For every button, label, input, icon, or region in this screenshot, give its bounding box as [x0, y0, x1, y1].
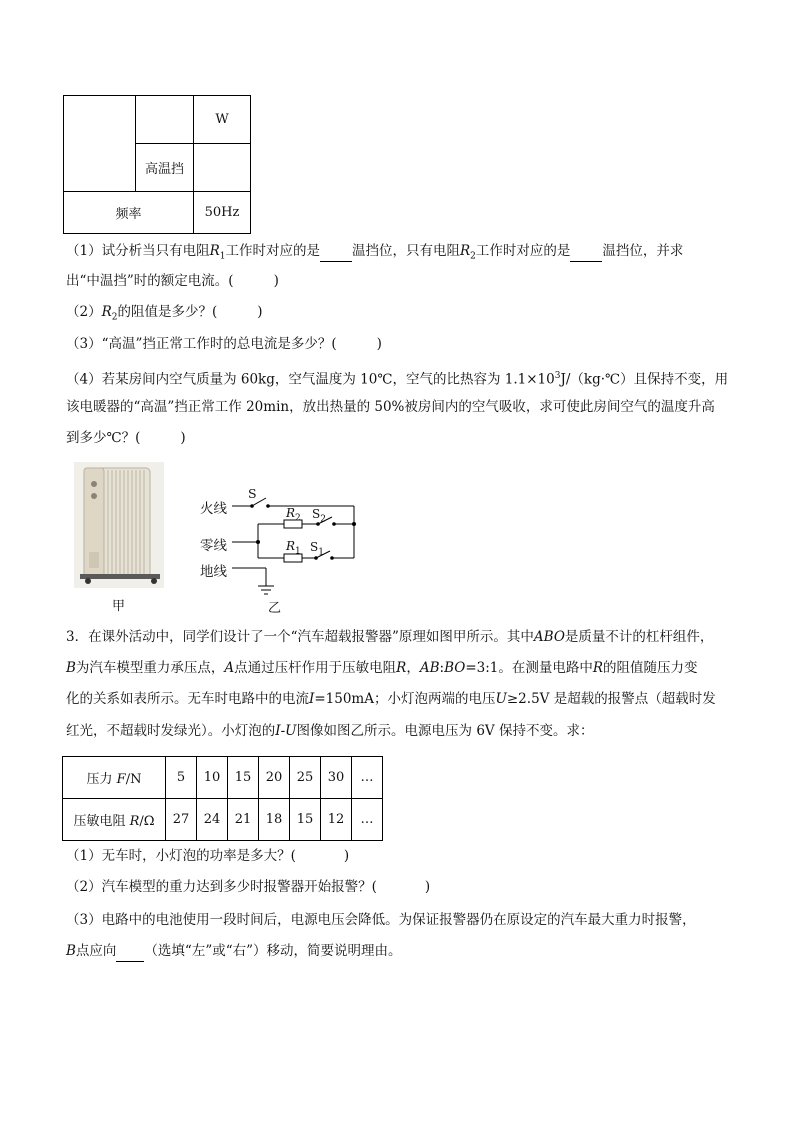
spec-cell-empty — [64, 96, 136, 192]
question-3: （3）“高温”挡正常工作时的总电流是多少？( ) — [66, 336, 382, 352]
force-cell: 10 — [197, 757, 228, 799]
spec-cell-freq-label: 频率 — [64, 192, 194, 234]
spec-cell-high-temp: 高温挡 — [136, 144, 194, 192]
problem3-question-3-line1: （3）电路中的电池使用一段时间后，电源电压会降低。为保证报警器仍在原设定的汽车最大重力时报警， — [66, 912, 696, 928]
force-cell: 25 — [290, 757, 321, 799]
row-label-resistance: 压敏电阻 R/Ω — [63, 799, 166, 841]
label-neutral: 零线 — [200, 538, 227, 554]
force-cell: … — [352, 757, 383, 799]
resistance-cell: 18 — [259, 799, 290, 841]
resistance-cell: 15 — [290, 799, 321, 841]
oil-heater-image — [74, 462, 164, 588]
spec-table — [63, 95, 251, 234]
question-1-cont: 出“中温挡”时的额定电流。( ) — [66, 273, 279, 289]
resistance-cell: 24 — [197, 799, 228, 841]
problem3-question-1: （1）无车时，小灯泡的功率是多大？( ) — [66, 848, 350, 864]
heater-photo — [74, 462, 164, 588]
question-2: $(2)R_2$的阻值是多少？( ) — [66, 304, 263, 323]
spec-cell-freq-value: 50Hz — [194, 192, 251, 234]
label-r2: $R_2$ — [286, 506, 301, 524]
answer-blank[interactable] — [320, 241, 352, 262]
label-r1: $R_1$ — [286, 539, 301, 557]
force-cell: 20 — [259, 757, 290, 799]
problem3-line4: 红光，不超载时发绿光）。小灯泡的I-U图像如图乙所示。电源电压为 6V 保持不变。求： — [66, 723, 594, 739]
force-cell: 30 — [321, 757, 352, 799]
resistance-cell: 27 — [166, 799, 197, 841]
label-live: 火线 — [200, 501, 227, 517]
resistance-cell: 12 — [321, 799, 352, 841]
spec-cell-empty — [194, 144, 251, 192]
spec-cell-empty — [136, 96, 194, 144]
resistance-cell: … — [352, 799, 383, 841]
problem3-question-2: （2）汽车模型的重力达到多少时报警器开始报警？( ) — [66, 879, 431, 895]
answer-blank[interactable] — [116, 941, 144, 962]
force-cell: 15 — [228, 757, 259, 799]
label-s: S — [248, 486, 257, 501]
label-s2: $S_2$ — [312, 507, 326, 525]
question-4-line1: （4）若某房间内空气质量为 60kg，空气温度为 10℃，空气的比热容为 $1.1\times 10^3J/(kg\cdot℃)$且保持不变，用 — [66, 371, 729, 388]
resistance-cell: 21 — [228, 799, 259, 841]
problem3-line3: 化的关系如表所示。无车时电路中的电流I=150mA；小灯泡两端的电压U≥2.5V 是超载的报警点（超载时发 — [66, 691, 716, 707]
row-label-force: 压力 F/N — [63, 757, 166, 799]
problem3-line1: 3．在课外活动中，同学们设计了一个“汽车超载报警器”原理如图甲所示。其中ABO是质量不计的杠杆组件， — [66, 629, 714, 645]
table-row — [63, 757, 383, 799]
table-row — [63, 799, 383, 841]
answer-blank[interactable] — [570, 241, 602, 262]
figure-label-jia: 甲 — [112, 599, 126, 614]
question-4-line3: 到多少℃？( ) — [66, 430, 186, 446]
spec-cell-w: W — [194, 96, 251, 144]
label-ground: 地线 — [200, 564, 227, 580]
force-cell: 5 — [166, 757, 197, 799]
problem3-line2: B为汽车模型重力承压点，A点通过压杆作用于压敏电阻R，AB:BO=3:1。在测量电路中R的阻值随压力变 — [66, 660, 698, 676]
label-s1: $S_1$ — [310, 540, 324, 558]
problem3-question-3-line2: B点应向 （选填“左”或“右”）移动，简要说明理由。 — [66, 941, 402, 962]
force-resistance-table — [62, 756, 383, 841]
figure-label-yi: 乙 — [268, 601, 282, 616]
question-1: （1）试分析当只有电阻$R_1$工作时对应的是 温挡位，只有电阻$R_2$工作时对应的是 温挡位，并求 — [66, 243, 684, 262]
question-4-line2: 该电暖器的“高温”挡正常工作 20min，放出热量的 50%被房间内的空气吸收，求可使此房间空气的温度升高 — [66, 399, 715, 415]
